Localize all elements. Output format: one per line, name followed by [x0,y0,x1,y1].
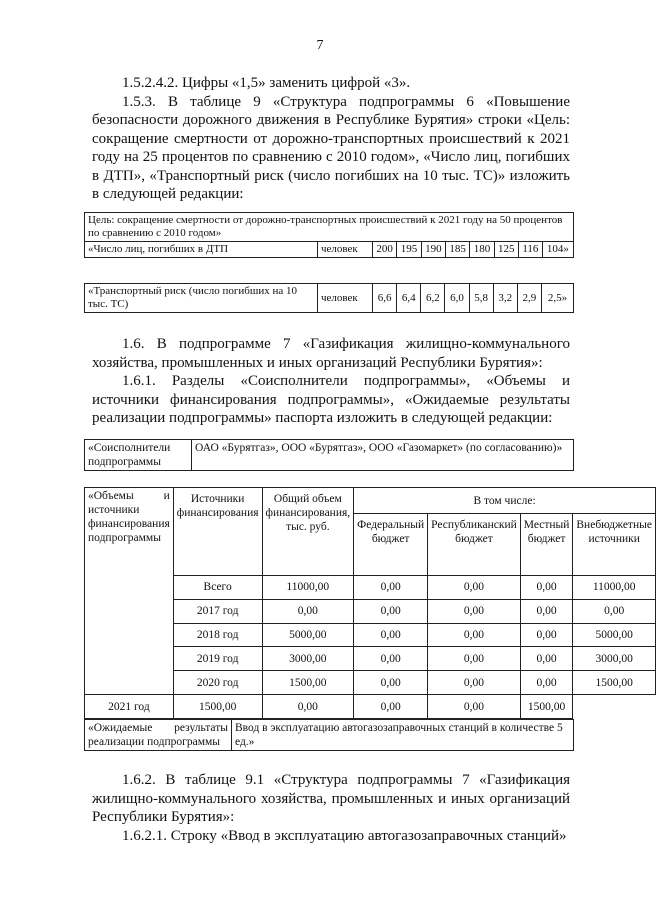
table9-value: 185 [445,242,469,258]
co-executors-table [84,439,574,471]
finance-federal: 0,00 [354,576,428,600]
finance-local: 0,00 [520,647,573,671]
finance-federal: 0,00 [354,599,428,623]
finance-republic: 0,00 [428,599,521,623]
paragraph-1-6-2-1: 1.6.2.1. Строку «Ввод в эксплуатацию автогазозаправочных станций» [122,827,567,844]
finance-total: 11000,00 [262,576,354,600]
table9-deaths-table [84,241,574,258]
finance-extra: 0,00 [573,599,656,623]
finance-row-label: 2017 год [173,599,262,623]
table9-value: 6,6 [373,284,397,313]
finance-total: 0,00 [262,599,354,623]
table9-goal-cell: Цель: сокращение смертности от дорожно-транспортных происшествий к 2021 году на 50 процентов по сравнению с 2010 годом» [85,213,574,242]
finance-extra: 11000,00 [573,576,656,600]
middle-paragraphs [92,335,570,428]
table9-value: 190 [421,242,445,258]
finance-extra: 1500,00 [573,671,656,695]
table9-row-unit: человек [318,284,373,313]
finance-extra: 5000,00 [573,623,656,647]
results-label: «Ожидаемые результаты реализации подпрограммы [85,720,232,751]
results-value: Ввод в эксплуатацию автогазозаправочных станций в количестве 5 ед.» [232,720,574,751]
finance-row-label: 2018 год [173,623,262,647]
finance-republic: 0,00 [428,671,521,695]
col-source-header: Источники финансирования [173,488,262,576]
results-table [84,719,574,751]
col-republic-header: Республиканский бюджет [428,514,521,576]
table9-value: 116 [518,242,542,258]
paragraph-1-6: 1.6. В подпрограмме 7 «Газификация жилищно-коммунального хозяйства, промышленных и иных организаций Республики Бурятия»: [92,336,570,371]
finance-extra: 1500,00 [520,695,573,719]
finance-local: 0,00 [520,671,573,695]
table9-goal-table [84,212,574,242]
table9-value: 125 [494,242,518,258]
finance-republic: 0,00 [428,576,521,600]
finance-federal: 0,00 [262,695,354,719]
table9-value: 5,8 [469,284,493,313]
intro-paragraphs [92,74,570,204]
col-total-header: Общий объем финансирования, тыс. руб. [262,488,354,576]
table9-row-unit: человек [318,242,373,258]
table9-value: 200 [373,242,397,258]
page-number: 7 [316,38,324,53]
finance-local: 0,00 [428,695,521,719]
table9-row-name: «Число лиц, погибших в ДТП [85,242,318,258]
finance-row-label: 2019 год [173,647,262,671]
col-local-header: Местный бюджет [520,514,573,576]
table9-value: 180 [470,242,494,258]
table9-value: 6,0 [445,284,469,313]
table9-row-name: «Транспортный риск (число погибших на 10 тыс. ТС) [85,284,318,313]
finance-total: 5000,00 [262,623,354,647]
table9-value: 3,2 [493,284,517,313]
finance-federal: 0,00 [354,671,428,695]
finance-federal: 0,00 [354,623,428,647]
table9-value: 6,4 [397,284,421,313]
finance-federal: 0,00 [354,647,428,671]
finance-republic: 0,00 [428,647,521,671]
table-row [85,284,574,313]
finance-label: «Объемы и источники финансирования подпрограммы [85,488,174,695]
finance-local: 0,00 [520,576,573,600]
finance-local: 0,00 [520,623,573,647]
finance-row-label: 2021 год [85,695,174,719]
paragraph-1-5-2-4-2: 1.5.2.4.2. Цифры «1,5» заменить цифрой «3». [122,75,411,91]
table-row [85,242,574,258]
col-federal-header: Федеральный бюджет [354,514,428,576]
table9-value: 195 [397,242,421,258]
bottom-paragraphs [92,771,570,845]
table9-risk-table [84,283,574,313]
table9-value: 2,9 [517,284,541,313]
col-extra-header: Внебюджетные источники [573,514,656,576]
table9-value: 104» [542,242,573,258]
finance-row-label: Всего [173,576,262,600]
finance-total: 3000,00 [262,647,354,671]
paragraph-1-6-2: 1.6.2. В таблице 9.1 «Структура подпрограммы 7 «Газификация жилищно-коммунального хозяйства, промышленных и иных организаций Республики Бурятия»: [92,772,570,825]
paragraph-1-5-3: 1.5.3. В таблице 9 «Структура подпрограммы 6 «Повышение безопасности дорожного движения в Республике Бурятия» строки «Цель: сокращение смертности от дорожно-транспортных происшествий к 2021 году на 25 процентов по сравнению с 2010 годом», «Число лиц, погибших в ДТП», «Транспортный риск (число погибших на 10 тыс. ТС)» изложить в следующей редакции: [92,93,570,202]
co-executors-label: «Соисполнители подпрограммы [85,440,192,471]
finance-row-label: 2020 год [173,671,262,695]
finance-local: 0,00 [520,599,573,623]
finance-extra: 3000,00 [573,647,656,671]
paragraph-1-6-1: 1.6.1. Разделы «Соисполнители подпрограммы», «Объемы и источники финансирования подпрограммы», «Ожидаемые результаты реализации подпрограммы» паспорта изложить в следующей редакции: [92,373,570,426]
finance-republic: 0,00 [354,695,428,719]
finance-total: 1500,00 [173,695,262,719]
co-executors-value: ОАО «Бурятгаз», ООО «Бурятгаз», ООО «Газомаркет» (по согласованию)» [192,440,574,471]
table-row [85,695,656,719]
finance-total: 1500,00 [262,671,354,695]
finance-republic: 0,00 [428,623,521,647]
table9-value: 6,2 [421,284,445,313]
finance-table [84,487,656,719]
table9-value: 2,5» [541,284,573,313]
col-including-header: В том числе: [354,488,656,514]
